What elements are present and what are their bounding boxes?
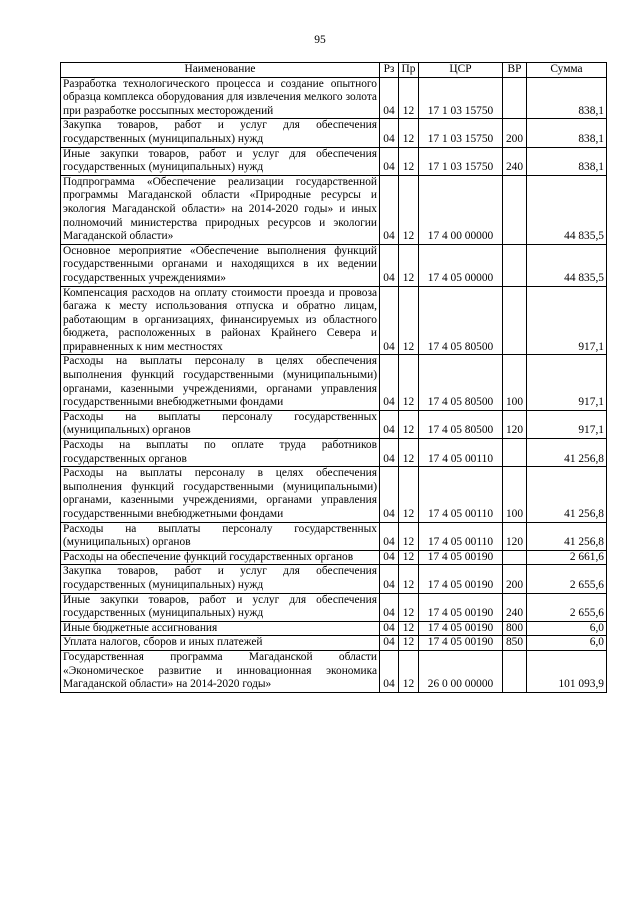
header-rz: Рз xyxy=(380,63,399,78)
row-vr xyxy=(503,244,527,286)
row-sum: 917,1 xyxy=(527,355,607,410)
row-csr: 17 4 05 00190 xyxy=(419,550,503,565)
row-sum: 41 256,8 xyxy=(527,522,607,550)
header-pr: Пр xyxy=(399,63,419,78)
row-name: Иные бюджетные ассигнования xyxy=(61,621,380,636)
row-rz: 04 xyxy=(380,550,399,565)
row-vr: 240 xyxy=(503,593,527,621)
row-pr: 12 xyxy=(399,522,419,550)
table-row xyxy=(61,621,607,636)
row-name: Расходы на обеспечение функций государственных органов xyxy=(61,550,380,565)
row-csr: 17 4 05 00190 xyxy=(419,636,503,651)
row-rz: 04 xyxy=(380,593,399,621)
row-name: Расходы на выплаты персоналу в целях обеспечения выполнения функций государственными (муниципальными) органами, казенными учреждениями, органами управления государственными внебюджетными фондами xyxy=(61,467,380,522)
row-sum: 838,1 xyxy=(527,77,607,119)
row-name: Иные закупки товаров, работ и услуг для обеспечения государственных (муниципальных) нужд xyxy=(61,593,380,621)
row-rz: 04 xyxy=(380,650,399,692)
header-vr: ВР xyxy=(503,63,527,78)
row-vr xyxy=(503,439,527,467)
row-sum: 917,1 xyxy=(527,410,607,438)
row-rz: 04 xyxy=(380,119,399,147)
row-rz: 04 xyxy=(380,467,399,522)
row-csr: 17 4 05 00110 xyxy=(419,522,503,550)
row-csr: 17 4 05 00110 xyxy=(419,467,503,522)
row-vr: 100 xyxy=(503,355,527,410)
table-row xyxy=(61,119,607,147)
page-number: 95 xyxy=(314,34,326,46)
row-pr: 12 xyxy=(399,355,419,410)
table-row xyxy=(61,286,607,355)
table-row xyxy=(61,77,607,119)
header-csr: ЦСР xyxy=(419,63,503,78)
row-name: Разработка технологического процесса и создание опытного образца комплекса оборудования для извлечения мелкого золота при разработке россыпных месторождений xyxy=(61,77,380,119)
row-rz: 04 xyxy=(380,147,399,175)
row-sum: 41 256,8 xyxy=(527,439,607,467)
row-name: Расходы на выплаты по оплате труда работников государственных органов xyxy=(61,439,380,467)
row-rz: 04 xyxy=(380,522,399,550)
row-rz: 04 xyxy=(380,621,399,636)
row-sum: 838,1 xyxy=(527,119,607,147)
header-name: Наименование xyxy=(61,63,380,78)
row-pr: 12 xyxy=(399,147,419,175)
row-vr: 120 xyxy=(503,410,527,438)
row-rz: 04 xyxy=(380,244,399,286)
table-row xyxy=(61,175,607,244)
row-name: Расходы на выплаты персоналу государственных (муниципальных) органов xyxy=(61,410,380,438)
row-name: Уплата налогов, сборов и иных платежей xyxy=(61,636,380,651)
row-csr: 17 1 03 15750 xyxy=(419,77,503,119)
row-csr: 17 4 05 00190 xyxy=(419,621,503,636)
row-csr: 17 4 05 80500 xyxy=(419,410,503,438)
row-name: Расходы на выплаты персоналу государственных (муниципальных) органов xyxy=(61,522,380,550)
row-vr: 100 xyxy=(503,467,527,522)
row-pr: 12 xyxy=(399,593,419,621)
row-sum: 838,1 xyxy=(527,147,607,175)
row-pr: 12 xyxy=(399,650,419,692)
row-pr: 12 xyxy=(399,244,419,286)
table-row xyxy=(61,636,607,651)
row-vr xyxy=(503,77,527,119)
budget-table xyxy=(60,62,607,693)
row-vr: 200 xyxy=(503,119,527,147)
table-row xyxy=(61,244,607,286)
row-rz: 04 xyxy=(380,175,399,244)
row-vr: 850 xyxy=(503,636,527,651)
row-csr: 17 1 03 15750 xyxy=(419,147,503,175)
row-vr xyxy=(503,550,527,565)
table-row xyxy=(61,147,607,175)
row-name: Иные закупки товаров, работ и услуг для обеспечения государственных (муниципальных) нужд xyxy=(61,147,380,175)
row-sum: 2 655,6 xyxy=(527,593,607,621)
row-pr: 12 xyxy=(399,565,419,593)
row-rz: 04 xyxy=(380,636,399,651)
row-rz: 04 xyxy=(380,410,399,438)
row-sum: 6,0 xyxy=(527,636,607,651)
row-vr xyxy=(503,286,527,355)
row-vr: 200 xyxy=(503,565,527,593)
row-csr: 17 4 05 00000 xyxy=(419,244,503,286)
table-row xyxy=(61,565,607,593)
row-vr: 240 xyxy=(503,147,527,175)
row-sum: 2 661,6 xyxy=(527,550,607,565)
row-name: Расходы на выплаты персоналу в целях обеспечения выполнения функций государственными (муниципальными) органами, казенными учреждениями, органами управления государственными внебюджетными фондами xyxy=(61,355,380,410)
row-pr: 12 xyxy=(399,175,419,244)
table-row xyxy=(61,355,607,410)
row-sum: 917,1 xyxy=(527,286,607,355)
row-name: Подпрограмма «Обеспечение реализации государственной программы Магаданской области «Природные ресурсы и экология Магаданской области» на 2014-2020 годы» и иных полномочий министерства природных ресурсов и экологии Магаданской области» xyxy=(61,175,380,244)
row-pr: 12 xyxy=(399,439,419,467)
row-sum: 2 655,6 xyxy=(527,565,607,593)
row-vr: 800 xyxy=(503,621,527,636)
row-pr: 12 xyxy=(399,286,419,355)
row-csr: 17 4 05 00190 xyxy=(419,565,503,593)
header-sum: Сумма xyxy=(527,63,607,78)
row-sum: 44 835,5 xyxy=(527,244,607,286)
row-csr: 26 0 00 00000 xyxy=(419,650,503,692)
row-vr xyxy=(503,650,527,692)
row-sum: 44 835,5 xyxy=(527,175,607,244)
row-csr: 17 4 00 00000 xyxy=(419,175,503,244)
row-rz: 04 xyxy=(380,77,399,119)
table-row xyxy=(61,650,607,692)
row-name: Компенсация расходов на оплату стоимости проезда и провоза багажа к месту использования отпуска и обратно лицам, работающим в организациях, финансируемых из областного бюджета, расположенных в районах Крайнего Севера и приравненных к ним местностях xyxy=(61,286,380,355)
table-row xyxy=(61,593,607,621)
row-rz: 04 xyxy=(380,439,399,467)
row-csr: 17 4 05 00190 xyxy=(419,593,503,621)
row-name: Закупка товаров, работ и услуг для обеспечения государственных (муниципальных) нужд xyxy=(61,119,380,147)
row-csr: 17 4 05 80500 xyxy=(419,355,503,410)
row-csr: 17 4 05 00110 xyxy=(419,439,503,467)
row-sum: 101 093,9 xyxy=(527,650,607,692)
row-csr: 17 1 03 15750 xyxy=(419,119,503,147)
table-row xyxy=(61,410,607,438)
row-sum: 6,0 xyxy=(527,621,607,636)
row-sum: 41 256,8 xyxy=(527,467,607,522)
row-pr: 12 xyxy=(399,119,419,147)
row-pr: 12 xyxy=(399,410,419,438)
row-pr: 12 xyxy=(399,621,419,636)
row-rz: 04 xyxy=(380,565,399,593)
row-pr: 12 xyxy=(399,467,419,522)
row-vr: 120 xyxy=(503,522,527,550)
table-row xyxy=(61,439,607,467)
row-pr: 12 xyxy=(399,77,419,119)
row-rz: 04 xyxy=(380,286,399,355)
table-row xyxy=(61,550,607,565)
row-pr: 12 xyxy=(399,636,419,651)
row-csr: 17 4 05 80500 xyxy=(419,286,503,355)
row-name: Закупка товаров, работ и услуг для обеспечения государственных (муниципальных) нужд xyxy=(61,565,380,593)
row-name: Государственная программа Магаданской области «Экономическое развитие и инновационная экономика Магаданской области» на 2014-2020 годы» xyxy=(61,650,380,692)
table-header-row xyxy=(61,63,607,78)
row-vr xyxy=(503,175,527,244)
table-row xyxy=(61,522,607,550)
row-name: Основное мероприятие «Обеспечение выполнения функций государственными органами и находящихся в их ведении государственных учреждениями» xyxy=(61,244,380,286)
table-row xyxy=(61,467,607,522)
table-body xyxy=(61,77,607,692)
row-rz: 04 xyxy=(380,355,399,410)
row-pr: 12 xyxy=(399,550,419,565)
